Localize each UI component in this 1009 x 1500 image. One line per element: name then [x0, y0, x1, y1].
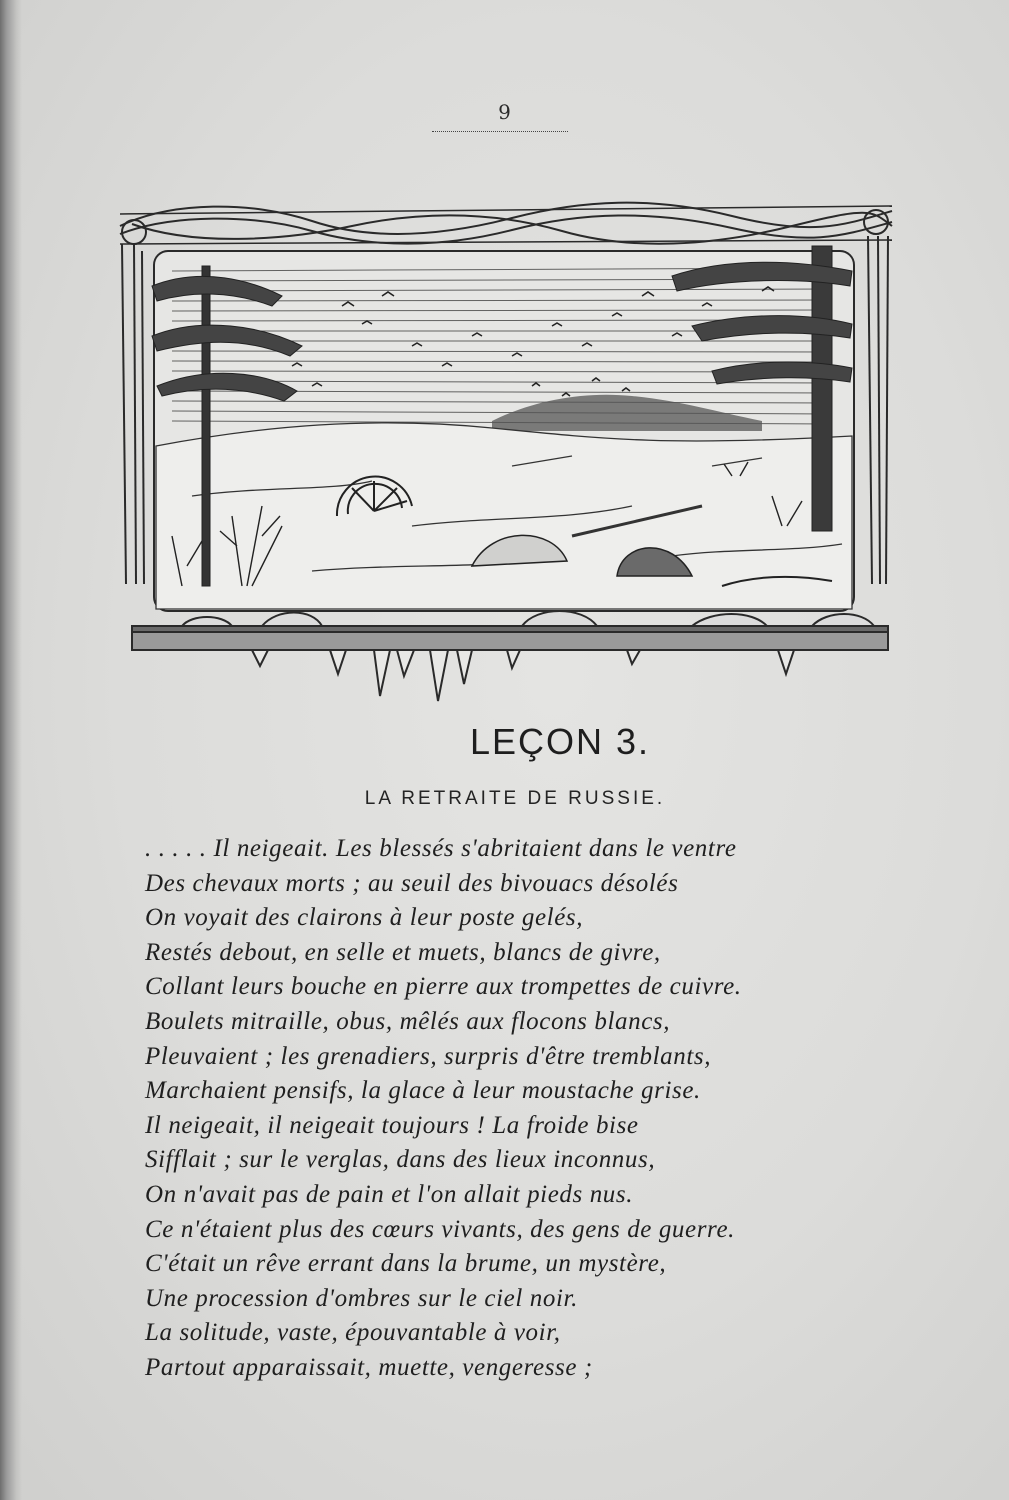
lesson-title: LEÇON 3. — [469, 721, 651, 762]
poem-line: Une procession d'ombres sur le ciel noir. — [145, 1284, 578, 1312]
poem-line: C'était un rêve errant dans la brume, un mystère, — [145, 1250, 667, 1278]
page-spine-shadow — [0, 0, 22, 1500]
lesson-subtitle: LA RETRAITE DE RUSSIE. — [364, 788, 666, 809]
icicle-ledge — [132, 611, 888, 701]
poem-text — [145, 832, 905, 1386]
poem-line: Il neigeait, il neigeait toujours ! La froide bise — [145, 1111, 639, 1139]
poem-line: Boulets mitraille, obus, mêlés aux flocons blancs, — [145, 1007, 671, 1035]
page-number-rule — [432, 131, 568, 132]
poem-line: Ce n'étaient plus des cœurs vivants, des gens de guerre. — [145, 1215, 736, 1243]
poem-line: Des chevaux morts ; au seuil des bivouacs désolés — [145, 869, 679, 897]
poem-line: Sifflait ; sur le verglas, dans des lieux inconnus, — [145, 1146, 656, 1174]
poem-line: On n'avait pas de pain et l'on allait pieds nus. — [145, 1180, 634, 1208]
poem-line: Restés debout, en selle et muets, blancs de givre, — [145, 938, 661, 966]
poem-line: On voyait des clairons à leur poste gelés, — [145, 904, 584, 932]
poem-line: La solitude, vaste, épouvantable à voir, — [145, 1319, 561, 1347]
poem-line: Partout apparaissait, muette, vengeresse ; — [145, 1353, 593, 1381]
winter-scene-illustration — [112, 196, 898, 706]
page-number: 9 — [498, 100, 511, 124]
poem-line: Marchaient pensifs, la glace à leur moustache grise. — [145, 1077, 701, 1105]
poem-line: Collant leurs bouche en pierre aux trompettes de cuivre. — [145, 973, 742, 1001]
poem-line: Pleuvaient ; les grenadiers, surpris d'être tremblants, — [145, 1042, 712, 1070]
ornamental-top-border — [120, 203, 892, 244]
poem-line: . . . . . Il neigeait. Les blessés s'abritaient dans le ventre — [145, 835, 737, 862]
